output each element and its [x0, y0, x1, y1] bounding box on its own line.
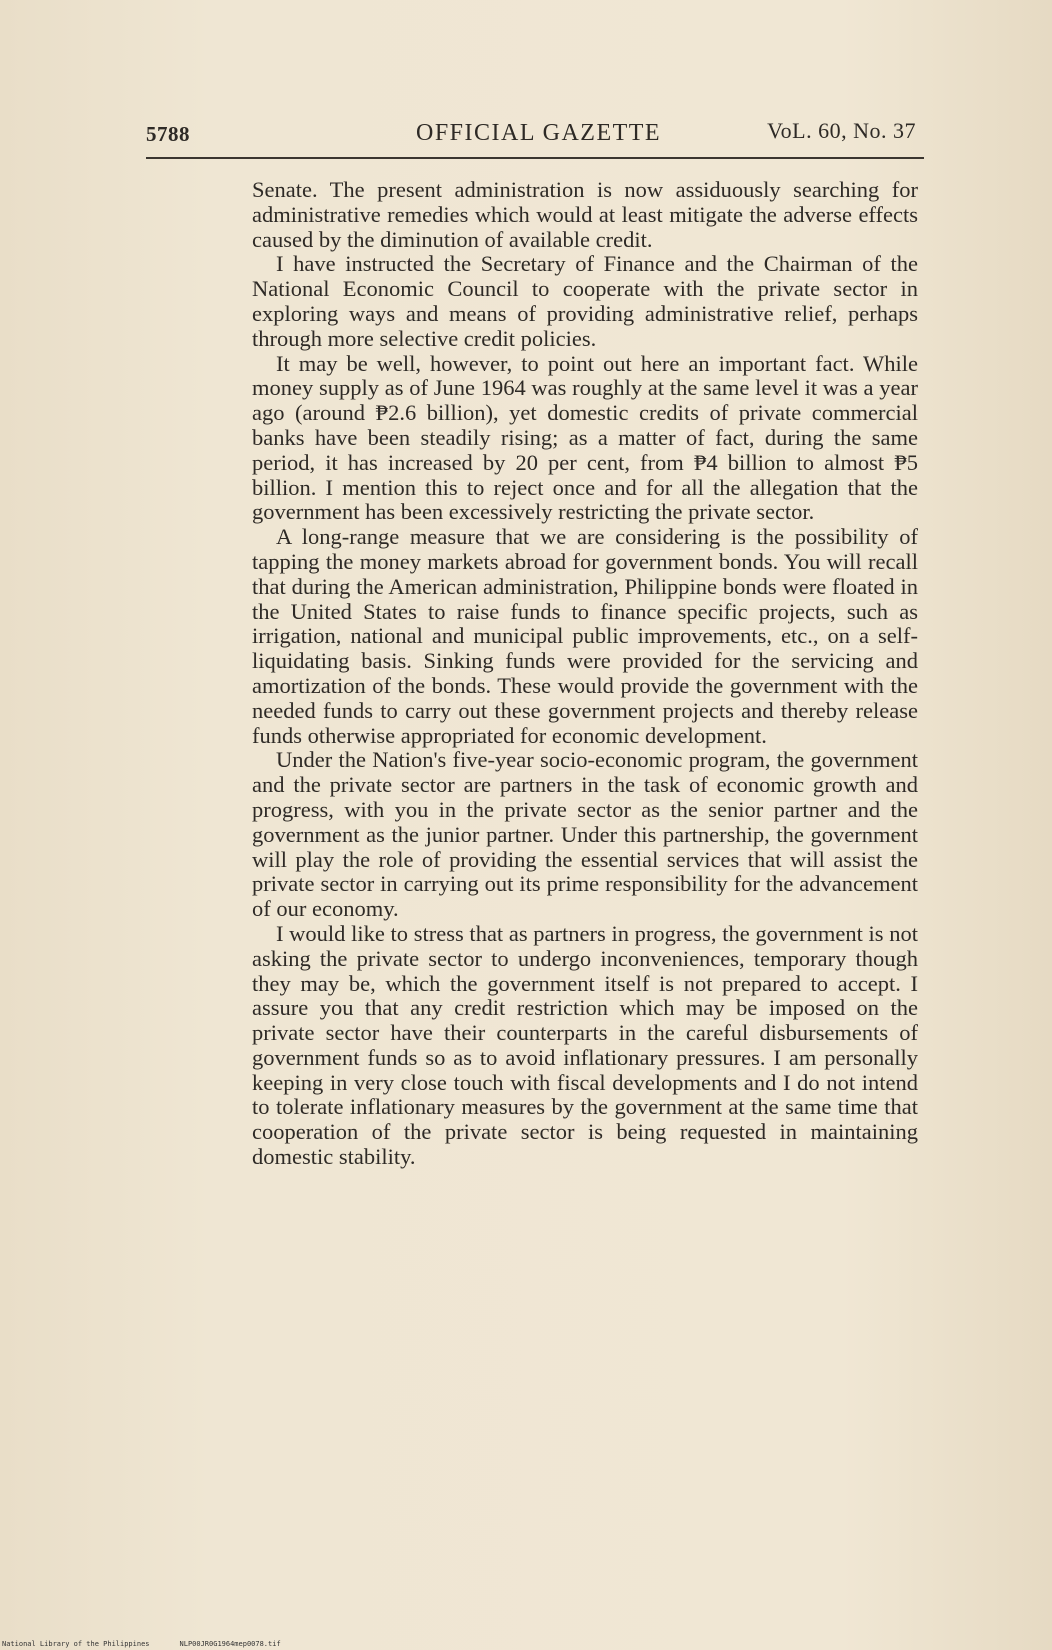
paragraph: Under the Nation's five-year socio-economic program, the government and the private sector are partners in the task of economic growth and progress, with you in the private sector as the senior partner and the government as the junior partner. Under this partnership, the government will play the role of providing the essential services that will assist the private sector in carrying out its prime responsibility for the advancement of our economy.: [252, 747, 918, 922]
volume-number: VoL. 60, No. 37: [767, 118, 916, 143]
paragraph: I would like to stress that as partners in progress, the government is not asking the private sector to undergo inconveniences, temporary though they may be, which the government itself is not prepared to accept. I assure you that any credit restriction which may be imposed on the private sector have their counterparts in the careful disbursements of government funds so as to avoid inflationary pressures. I am personally keeping in very close touch with fiscal developments and I do not intend to tolerate inflationary measures by the government at the same time that cooperation of the private sector is being requested in maintaining domestic stability.: [252, 920, 918, 1170]
paragraph: I have instructed the Secretary of Finance and the Chairman of the National Economic Council to cooperate with the private sector in exploring ways and means of providing administrative relief, perhaps through more selective credit policies.: [252, 251, 918, 351]
scan-footer: [2, 1640, 281, 1648]
page-header: [146, 116, 916, 150]
header-rule: [146, 157, 924, 159]
file-identifier: NLP00JR0G1964mep0078.tif: [179, 1640, 281, 1648]
gazette-title: OFFICIAL GAZETTE: [416, 120, 662, 146]
article-body: [252, 178, 918, 1170]
paragraph: It may be well, however, to point out here an important fact. While money supply as of June 1964 was roughly at the same level it was a year ago (around ₱2.6 billion), yet domestic credits of private commercial banks have been steadily rising; as a matter of fact, during the same period, it has increased by 20 per cent, from ₱4 billion to almost ₱5 billion. I mention this to reject once and for all the allegation that the government has been excessively restricting the private sector.: [252, 350, 918, 525]
library-credit: National Library of the Philippines: [2, 1640, 150, 1648]
paragraph: A long-range measure that we are considering is the possibility of tapping the money markets abroad for government bonds. You will recall that during the American administration, Philippine bonds were floated in the United States to raise funds to finance specific projects, such as irrigation, national and municipal public improvements, etc., on a self-liquidating basis. Sinking funds were provided for the servicing and amortization of the bonds. These would provide the government with the needed funds to carry out these government projects and thereby release funds otherwise appropriated for economic development.: [252, 524, 918, 748]
page-number: 5788: [146, 122, 190, 146]
paragraph: Senate. The present administration is now assiduously searching for administrative remedies which would at least mitigate the adverse effects caused by the diminution of available credit.: [252, 177, 918, 252]
